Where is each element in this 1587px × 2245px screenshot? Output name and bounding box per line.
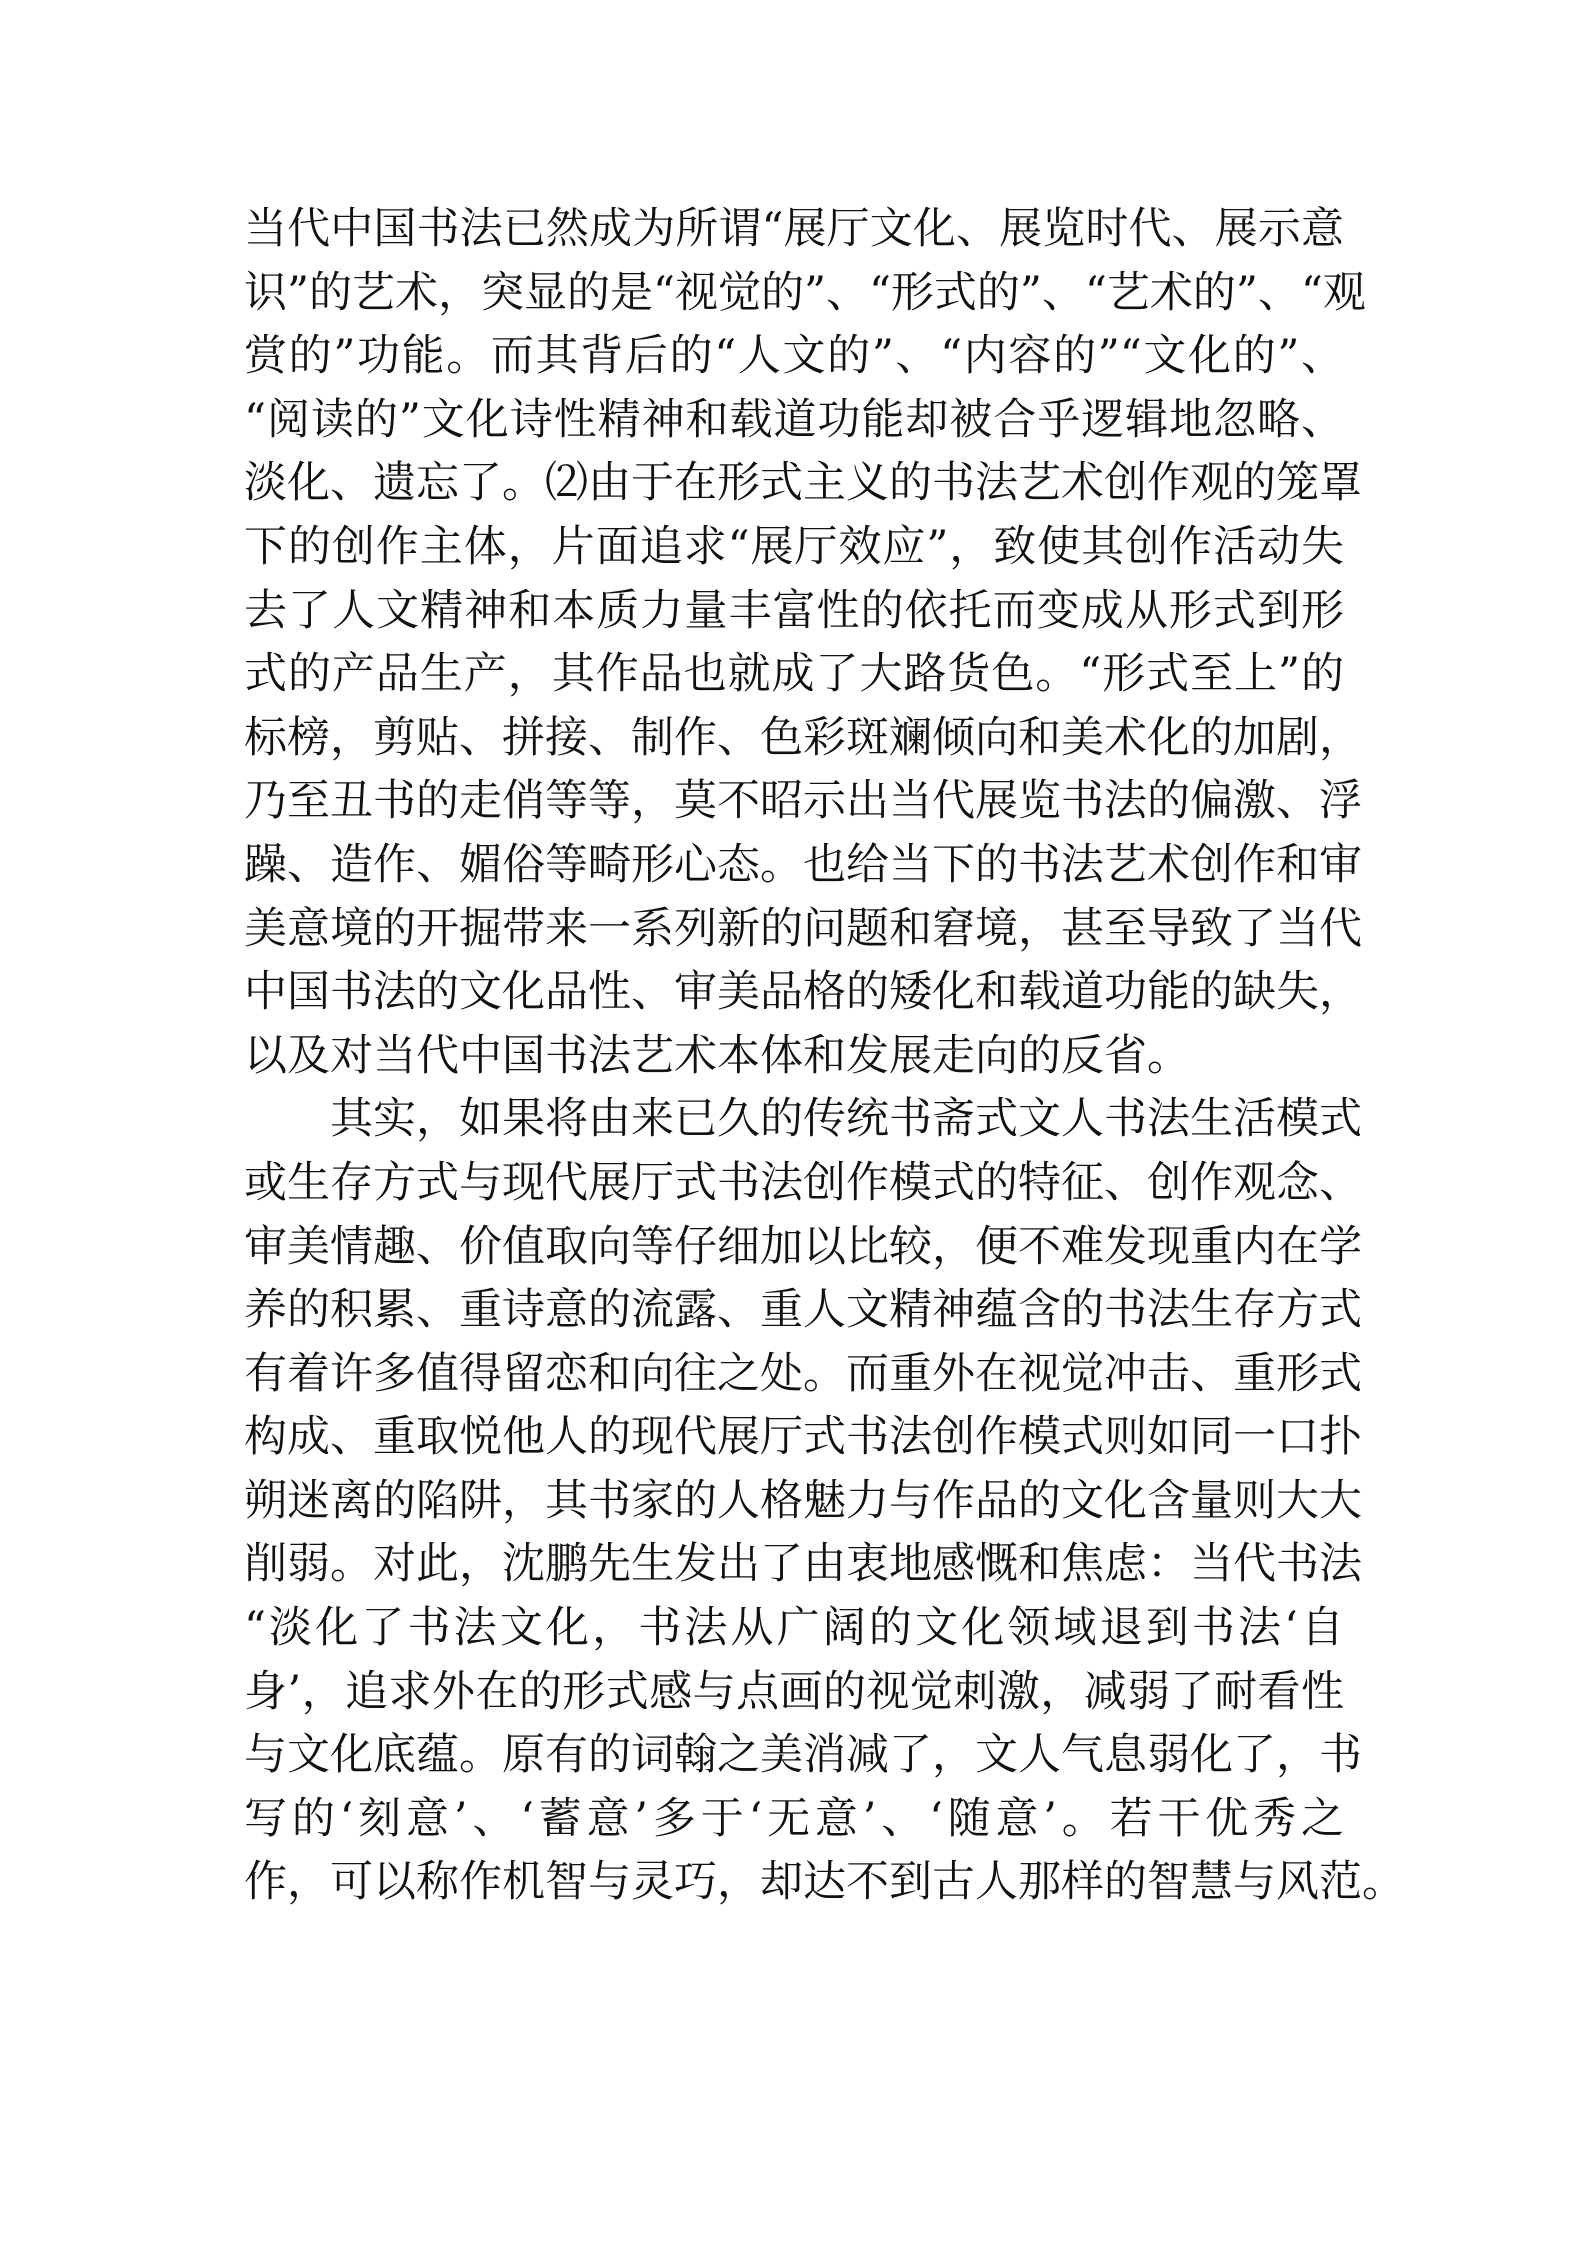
text-line: 其实，如果将由来已久的传统书斋式文人书法生活模式 [330, 1094, 1362, 1145]
text-line: 削弱。对此，沈鹏先生发出了由衷地感慨和焦虑：当代书法 [244, 1539, 1362, 1590]
text-line: 躁、造作、媚俗等畸形心态。也给当下的书法艺术创作和审 [244, 839, 1362, 890]
text-line: 赏的”功能。而其背后的“人文的”、“内容的”“文化的”、 [244, 331, 1344, 382]
text-line: 去了人文精神和本质力量丰富性的依托而变成从形式到形 [244, 585, 1344, 636]
text-line: 以及对当代中国书法艺术本体和发展走向的反省。 [244, 1030, 1190, 1081]
text-line: 审美情趣、价值取向等仔细加以比较，便不难发现重内在学 [244, 1221, 1362, 1272]
text-line: 标榜，剪贴、拼接、制作、色彩斑斓倾向和美术化的加剧， [244, 712, 1362, 763]
text-line: 构成、重取悦他人的现代展厅式书法创作模式则如同一口扑 [244, 1412, 1362, 1463]
text-line: “阅读的”文化诗性精神和载道功能却被合乎逻辑地忽略、 [244, 394, 1344, 445]
text-line: 乃至丑书的走俏等等，莫不昭示出当代展览书法的偏激、浮 [244, 776, 1362, 827]
text-line: 淡化、遗忘了。⑵由于在形式主义的书法艺术创作观的笼罩 [244, 458, 1362, 509]
paragraph-1 [244, 198, 1366, 1088]
text-line: 或生存方式与现代展厅式书法创作模式的特征、创作观念、 [244, 1157, 1362, 1208]
text-line: 有着许多值得留恋和向往之处。而重外在视觉冲击、重形式 [244, 1348, 1362, 1399]
text-line: 当代中国书法已然成为所谓“展厅文化、展览时代、展示意 [244, 204, 1344, 254]
text-line: 写的‘刻意’、‘蓄意’多于‘无意’、‘随意’。若干优秀之 [244, 1793, 1344, 1844]
text-line: 美意境的开掘带来一系列新的问题和窘境，甚至导致了当代 [244, 903, 1362, 954]
text-line: 养的积累、重诗意的流露、重人文精神蕴含的书法生存方式 [244, 1285, 1362, 1336]
text-line: 朔迷离的陷阱，其书家的人格魅力与作品的文化含量则大大 [244, 1475, 1362, 1526]
text-line: 身’，追求外在的形式感与点画的视觉刺激，减弱了耐看性 [244, 1666, 1344, 1717]
text-line: 式的产品生产，其作品也就成了大路货色。“形式至上”的 [244, 649, 1344, 700]
text-line: 作，可以称作机智与灵巧，却达不到古人那样的智慧与风范。 [244, 1857, 1405, 1908]
text-line: 与文化底蕴。原有的词翰之美消减了，文人气息弱化了，书 [244, 1730, 1362, 1781]
text-line: “淡化了书法文化，书法从广阔的文化领域退到书法‘自 [244, 1603, 1344, 1654]
body-text [244, 198, 1405, 1915]
text-line: 中国书法的文化品性、审美品格的矮化和载道功能的缺失， [244, 967, 1362, 1018]
paragraph-2 [244, 1088, 1405, 1915]
text-line: 下的创作主体，片面追求“展厅效应”，致使其创作活动失 [244, 521, 1344, 572]
text-line: 识”的艺术，突显的是“视觉的”、“形式的”、“艺术的”、“观 [244, 267, 1366, 318]
